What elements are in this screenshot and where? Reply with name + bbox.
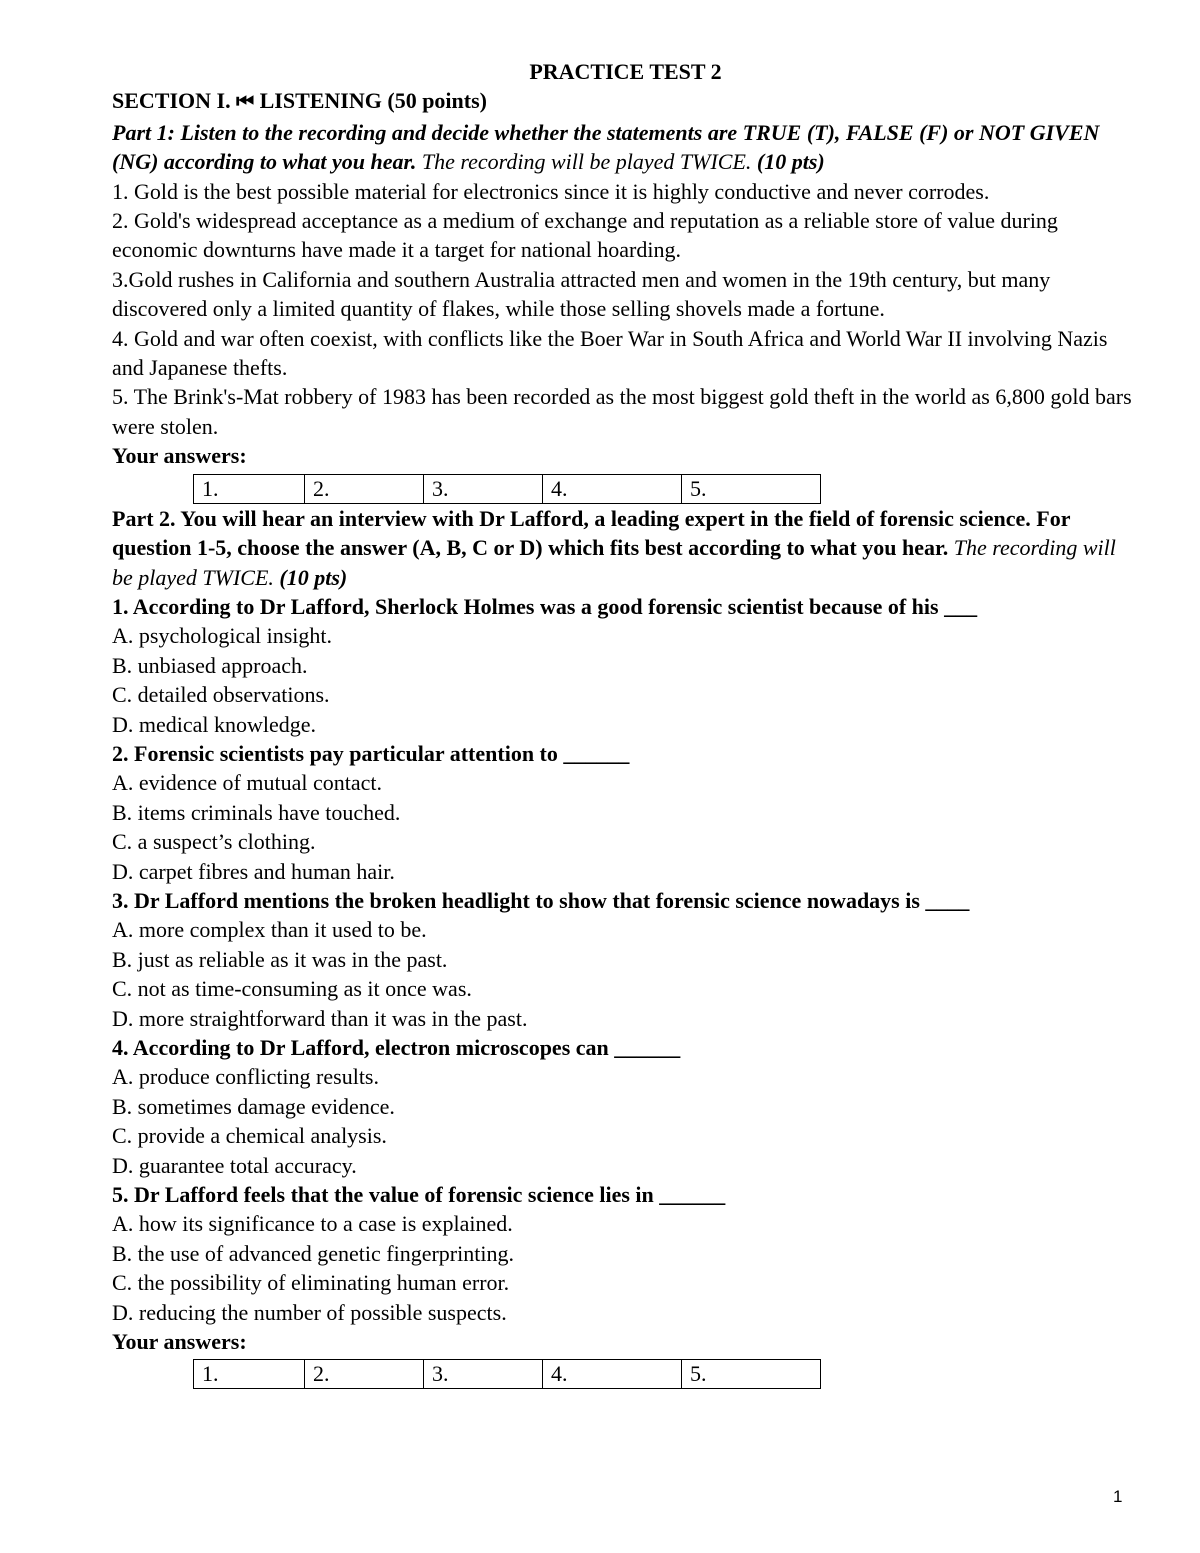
page-number: 1 bbox=[1113, 1487, 1123, 1506]
part1-statement: 4. Gold and war often coexist, with conflicts like the Boer War in South Africa and World War II involving Nazis and Japanese thefts. bbox=[112, 325, 1108, 381]
answer-cell-1[interactable]: 1. bbox=[194, 474, 305, 503]
option-3d: D. more straightforward than it was in the past. bbox=[112, 1005, 528, 1031]
answer-cell-5[interactable]: 5. bbox=[682, 474, 821, 503]
option-3a: A. more complex than it used to be. bbox=[112, 917, 427, 943]
option-4a: A. produce conflicting results. bbox=[112, 1064, 379, 1090]
option-2d: D. carpet fibres and human hair. bbox=[112, 858, 395, 884]
part1-instruction: Part 1: Listen to the recording and decide whether the statements are TRUE (T), FALSE (F) or NOT GIVEN (NG) according to what you hear. bbox=[112, 119, 1100, 175]
option-1c: C. detailed observations. bbox=[112, 682, 330, 708]
question-1: 1. According to Dr Lafford, Sherlock Holmes was a good forensic scientist because of his ___ bbox=[112, 593, 978, 619]
option-4d: D. guarantee total accuracy. bbox=[112, 1152, 357, 1178]
answer-cell-2[interactable]: 2. bbox=[305, 1360, 424, 1389]
answer-cell-4[interactable]: 4. bbox=[543, 1360, 682, 1389]
question-3: 3. Dr Lafford mentions the broken headlight to show that forensic science nowadays is ____ bbox=[112, 887, 970, 913]
option-2c: C. a suspect’s clothing. bbox=[112, 829, 316, 855]
option-5d: D. reducing the number of possible suspects. bbox=[112, 1299, 507, 1325]
option-4c: C. provide a chemical analysis. bbox=[112, 1123, 387, 1149]
part2-points: (10 pts) bbox=[279, 564, 348, 590]
option-1a: A. psychological insight. bbox=[112, 623, 332, 649]
option-1b: B. unbiased approach. bbox=[112, 652, 308, 678]
part1-answers-label: Your answers: bbox=[112, 443, 247, 469]
part2-answers-label: Your answers: bbox=[112, 1329, 247, 1355]
part2-instruction-paragraph bbox=[112, 504, 1132, 592]
skip-back-icon: ⏮ bbox=[236, 91, 255, 114]
option-4b: B. sometimes damage evidence. bbox=[112, 1093, 395, 1119]
page-content bbox=[112, 57, 1132, 1389]
answer-cell-4[interactable]: 4. bbox=[543, 474, 682, 503]
option-3b: B. just as reliable as it was in the past. bbox=[112, 946, 448, 972]
part2-answer-table bbox=[193, 1359, 821, 1389]
part1-statement: 2. Gold's widespread acceptance as a medium of exchange and reputation as a reliable store of value during economic downturns have made it a target for national hoarding. bbox=[112, 208, 1058, 263]
answer-cell-3[interactable]: 3. bbox=[424, 474, 543, 503]
page-title: PRACTICE TEST 2 bbox=[529, 59, 722, 84]
section-heading bbox=[112, 86, 1132, 117]
question-5: 5. Dr Lafford feels that the value of forensic science lies in ______ bbox=[112, 1182, 726, 1208]
option-1d: D. medical knowledge. bbox=[112, 711, 317, 737]
answer-cell-2[interactable]: 2. bbox=[305, 474, 424, 503]
section-name: LISTENING (50 points) bbox=[259, 88, 487, 114]
part1-statement: 5. The Brink's-Mat robbery of 1983 has been recorded as the most biggest gold theft in the world as 6,800 gold bars were stolen. bbox=[112, 384, 1132, 439]
answer-cell-5[interactable]: 5. bbox=[682, 1360, 821, 1389]
question-2: 2. Forensic scientists pay particular attention to ______ bbox=[112, 740, 630, 766]
part1-statement: 1. Gold is the best possible material for electronics since it is highly conductive and never corrodes. bbox=[112, 178, 990, 204]
question-4: 4. According to Dr Lafford, electron microscopes can ______ bbox=[112, 1035, 681, 1060]
option-3c: C. not as time-consuming as it once was. bbox=[112, 976, 472, 1002]
part1-points: (10 pts) bbox=[756, 149, 825, 175]
section-label: SECTION I. bbox=[112, 88, 231, 114]
answer-cell-1[interactable]: 1. bbox=[194, 1360, 305, 1389]
option-5a: A. how its significance to a case is explained. bbox=[112, 1211, 513, 1237]
option-2a: A. evidence of mutual contact. bbox=[112, 770, 383, 796]
part1-note: The recording will be played TWICE. bbox=[421, 149, 752, 175]
option-2b: B. items criminals have touched. bbox=[112, 799, 401, 825]
option-5c: C. the possibility of eliminating human error. bbox=[112, 1270, 510, 1296]
option-5b: B. the use of advanced genetic fingerprinting. bbox=[112, 1240, 514, 1266]
part1-statement: 3.Gold rushes in California and southern Australia attracted men and women in the 19th century, but many discovered only a limited quantity of flakes, while those selling shovels made a fortune. bbox=[112, 266, 1051, 322]
part1-instruction-paragraph bbox=[112, 118, 1132, 177]
part2-note: The recording will be played TWICE. bbox=[112, 535, 1116, 590]
part1-answer-table bbox=[193, 474, 821, 504]
answer-cell-3[interactable]: 3. bbox=[424, 1360, 543, 1389]
part2-instruction: Part 2. You will hear an interview with Dr Lafford, a leading expert in the field of forensic science. For question 1-5, choose the answer (A, B, C or D) which fits best according to what you hear. bbox=[112, 505, 1071, 561]
